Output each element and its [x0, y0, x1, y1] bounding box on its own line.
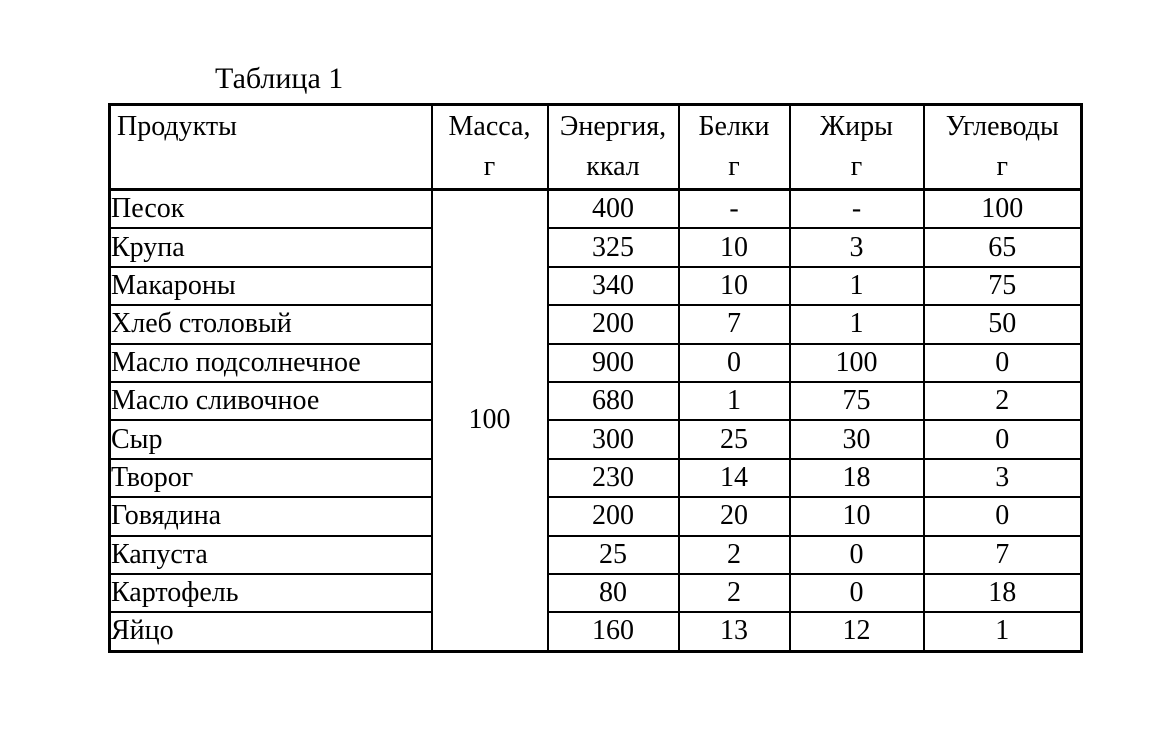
- protein-cell: 2: [679, 574, 790, 612]
- protein-cell: 10: [679, 228, 790, 266]
- table-row: [110, 536, 1082, 574]
- energy-cell: 400: [548, 190, 679, 229]
- table-row: [110, 574, 1082, 612]
- carbs-cell: 18: [924, 574, 1082, 612]
- column-header-energy: [548, 105, 679, 190]
- fat-cell: 75: [790, 382, 924, 420]
- header-line: г: [483, 151, 496, 182]
- column-header-protein: [679, 105, 790, 190]
- header-line: Масса,: [448, 111, 531, 142]
- protein-cell: -: [679, 190, 790, 229]
- carbs-cell: 65: [924, 228, 1082, 266]
- product-cell: Хлеб столовый: [110, 305, 432, 343]
- product-cell: Капуста: [110, 536, 432, 574]
- fat-cell: 18: [790, 459, 924, 497]
- mass-cell: 100: [432, 190, 548, 652]
- table-row: [110, 497, 1082, 535]
- energy-cell: 200: [548, 497, 679, 535]
- table-row: [110, 612, 1082, 651]
- table-row: [110, 228, 1082, 266]
- table-row: [110, 305, 1082, 343]
- energy-cell: 680: [548, 382, 679, 420]
- nutrition-table: [108, 103, 1083, 653]
- column-header-products: [110, 105, 432, 190]
- fat-cell: 10: [790, 497, 924, 535]
- carbs-cell: 7: [924, 536, 1082, 574]
- energy-cell: 900: [548, 344, 679, 382]
- carbs-cell: 100: [924, 190, 1082, 229]
- table-row: [110, 459, 1082, 497]
- product-cell: Масло сливочное: [110, 382, 432, 420]
- product-cell: Яйцо: [110, 612, 432, 651]
- table-row: [110, 190, 1082, 229]
- product-cell: Песок: [110, 190, 432, 229]
- carbs-cell: 2: [924, 382, 1082, 420]
- protein-cell: 2: [679, 536, 790, 574]
- table-row: [110, 344, 1082, 382]
- header-line: Продукты: [117, 111, 237, 142]
- header-line: Жиры: [820, 111, 893, 142]
- header-line: Углеводы: [945, 111, 1059, 142]
- carbs-cell: 3: [924, 459, 1082, 497]
- energy-cell: 340: [548, 267, 679, 305]
- energy-cell: 325: [548, 228, 679, 266]
- protein-cell: 20: [679, 497, 790, 535]
- energy-cell: 160: [548, 612, 679, 651]
- protein-cell: 13: [679, 612, 790, 651]
- fat-cell: 0: [790, 574, 924, 612]
- energy-cell: 300: [548, 420, 679, 458]
- protein-cell: 10: [679, 267, 790, 305]
- fat-cell: 1: [790, 305, 924, 343]
- table-row: [110, 382, 1082, 420]
- header-line: ккал: [586, 151, 640, 182]
- page-title: Таблица 1: [215, 62, 344, 95]
- header-line: г: [728, 151, 740, 182]
- carbs-cell: 0: [924, 344, 1082, 382]
- energy-cell: 80: [548, 574, 679, 612]
- column-header-fat: [790, 105, 924, 190]
- fat-cell: 100: [790, 344, 924, 382]
- product-cell: Макароны: [110, 267, 432, 305]
- fat-cell: 30: [790, 420, 924, 458]
- energy-cell: 200: [548, 305, 679, 343]
- protein-cell: 1: [679, 382, 790, 420]
- fat-cell: 1: [790, 267, 924, 305]
- carbs-cell: 1: [924, 612, 1082, 651]
- header-line: г: [850, 151, 863, 182]
- product-cell: Сыр: [110, 420, 432, 458]
- protein-cell: 7: [679, 305, 790, 343]
- product-cell: Масло подсолнечное: [110, 344, 432, 382]
- table-row: [110, 420, 1082, 458]
- product-cell: Творог: [110, 459, 432, 497]
- header-line: г: [996, 151, 1008, 182]
- product-cell: Говядина: [110, 497, 432, 535]
- header-line: Белки: [698, 111, 770, 142]
- fat-cell: 0: [790, 536, 924, 574]
- energy-cell: 230: [548, 459, 679, 497]
- protein-cell: 14: [679, 459, 790, 497]
- fat-cell: -: [790, 190, 924, 229]
- fat-cell: 12: [790, 612, 924, 651]
- fat-cell: 3: [790, 228, 924, 266]
- carbs-cell: 50: [924, 305, 1082, 343]
- energy-cell: 25: [548, 536, 679, 574]
- carbs-cell: 0: [924, 497, 1082, 535]
- header-row: [110, 105, 1082, 190]
- carbs-cell: 0: [924, 420, 1082, 458]
- product-cell: Крупа: [110, 228, 432, 266]
- carbs-cell: 75: [924, 267, 1082, 305]
- product-cell: Картофель: [110, 574, 432, 612]
- table-row: [110, 267, 1082, 305]
- column-header-mass: [432, 105, 548, 190]
- column-header-carbs: [924, 105, 1082, 190]
- header-line: Энергия,: [559, 111, 667, 142]
- protein-cell: 0: [679, 344, 790, 382]
- protein-cell: 25: [679, 420, 790, 458]
